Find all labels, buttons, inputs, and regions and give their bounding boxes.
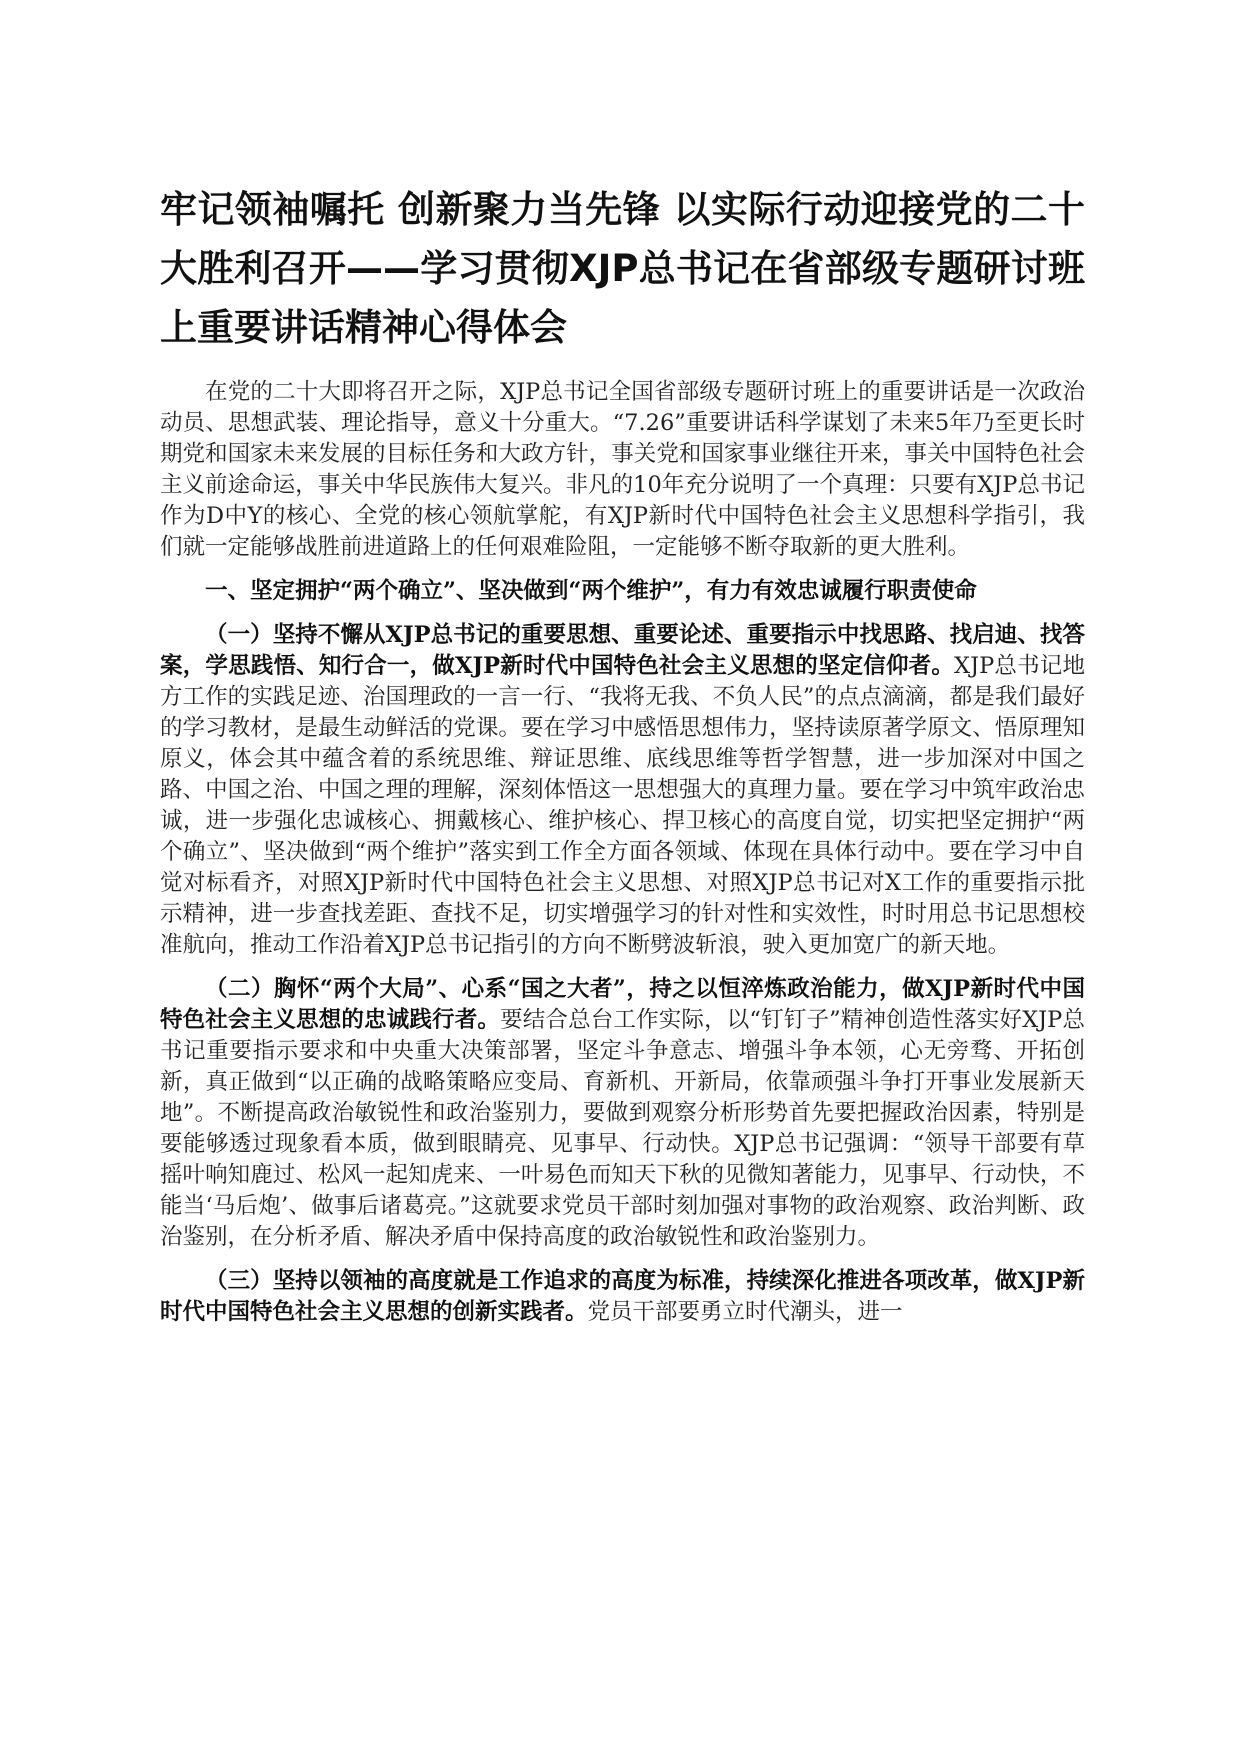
- section-heading-1: 一、坚定拥护“两个确立”、坚决做到“两个维护”，有力有效忠诚履行职责使命: [205, 578, 977, 604]
- subsection-1-lead: （一）坚持不懈从XJP总书记的重要思想、重要论述、重要指示中找思路、找启迪、找答案，学思践悟、知行合一，做XJP新时代中国特色社会主义思想的坚定信仰者。: [160, 622, 1085, 679]
- subsection-2-body: 要结合总台工作实际，以“钉钉子”精神创造性落实好XJP总书记重要指示要求和中央重大决策部署，坚定斗争意志、增强斗争本领，心无旁骛、开拓创新，真正做到“以正确的战略策略应变局、育新机、开新局，依靠顽强斗争打开事业发展新天地”。不断提高政治敏锐性和政治鉴别力，要做到观察分析形势首先要把握政治因素，特别是要能够透过现象看本质，做到眼睛亮、见事早、行动快。XJP总书记强调：“领导干部要有草摇叶响知鹿过、松风一起知虎来、一叶易色而知天下秋的见微知著能力，见事早、行动快，不能当‘马后炮’、做事后诸葛亮。”这就要求党员干部时刻加强对事物的政治观察、政治判断、政治鉴别，在分析矛盾、解决矛盾中保持高度的政治敏锐性和政治鉴别力。: [160, 1007, 1085, 1250]
- intro-paragraph: 在党的二十大即将召开之际，XJP总书记全国省部级专题研讨班上的重要讲话是一次政治动员、思想武装、理论指导，意义十分重大。“7.26”重要讲话科学谋划了未来5年乃至更长时期党和国家未来发展的目标任务和大政方针，事关党和国家事业继往开来，事关中国特色社会主义前途命运，事关中华民族伟大复兴。非凡的10年充分说明了一个真理：只要有XJP总书记作为D中Y的核心、全党的核心领航掌舵，有XJP新时代中国特色社会主义思想科学指引，我们就一定能够战胜前进道路上的任何艰难险阻，一定能够不断夺取新的更大胜利。: [160, 379, 1085, 560]
- document-page: [160, 180, 1085, 1341]
- subsection-2-paragraph: [160, 974, 1085, 1253]
- subsection-2-lead: （二）胸怀“两个大局”、心系“国之大者”，持之以恒淬炼政治能力，做XJP新时代中国特色社会主义思想的忠诚践行者。: [160, 976, 1085, 1033]
- subsection-1-body: XJP总书记地方工作的实践足迹、治国理政的一言一行、“我将无我、不负人民”的点点滴滴，都是我们最好的学习教材，是最生动鲜活的党课。要在学习中感悟思想伟力，坚持读原著学原文、悟原理知原义，体会其中蕴含着的系统思维、辩证思维、底线思维等哲学智慧，进一步加深对中国之路、中国之治、中国之理的理解，深刻体悟这一思想强大的真理力量。要在学习中筑牢政治忠诚，进一步强化忠诚核心、拥戴核心、维护核心、捍卫核心的高度自觉，切实把坚定拥护“两个确立”、坚决做到“两个维护”落实到工作全方面各领域、体现在具体行动中。要在学习中自觉对标看齐，对照XJP新时代中国特色社会主义思想、对照XJP总书记对X工作的重要指示批示精神，进一步查找差距、查找不足，切实增强学习的针对性和实效性，时时用总书记思想校准航向，推动工作沿着XJP总书记指引的方向不断劈波斩浪，驶入更加宽广的新天地。: [160, 653, 1085, 958]
- subsection-3-body: 党员干部要勇立时代潮头，进一: [587, 1299, 903, 1325]
- document-title: 牢记领袖嘱托 创新聚力当先锋 以实际行动迎接党的二十大胜利召开——学习贯彻XJP总书记在省部级专题研讨班上重要讲话精神心得体会: [160, 188, 1085, 349]
- subsection-3-lead: （三）坚持以领袖的高度就是工作追求的高度为标准，持续深化推进各项改革，做XJP新时代中国特色社会主义思想的创新实践者。: [160, 1268, 1085, 1325]
- subsection-3-paragraph: [160, 1266, 1085, 1328]
- subsection-1-paragraph: [160, 620, 1085, 961]
